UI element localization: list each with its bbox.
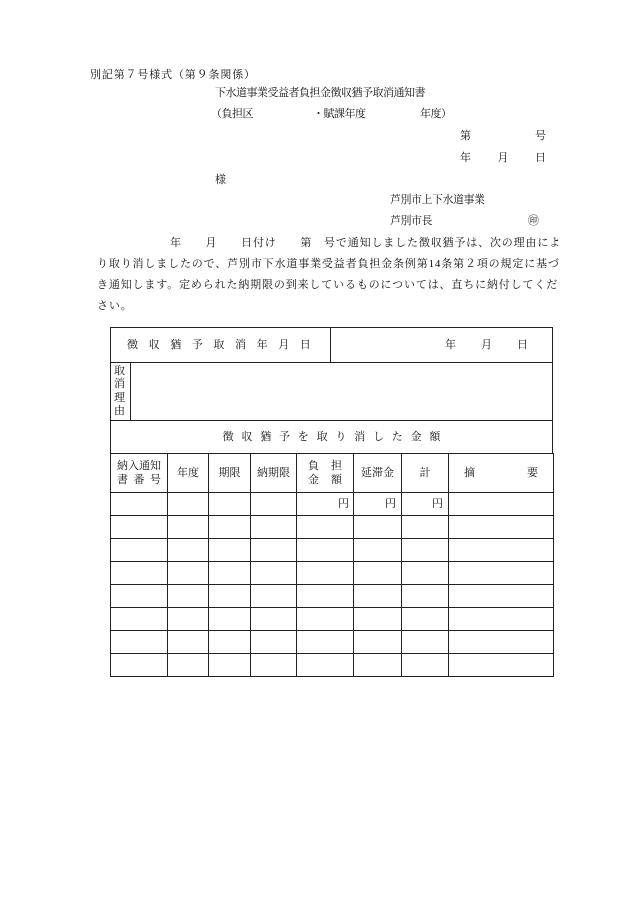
- cell-period: [209, 585, 251, 608]
- amount-section-label: 徴収猶予を取り消した金額: [222, 431, 449, 443]
- cell-remarks: [449, 585, 554, 608]
- document-number: 第 号: [460, 130, 548, 142]
- cell-fiscal-year: [168, 608, 209, 631]
- col-notice-number-line2-wrap: [111, 473, 167, 487]
- cell-notice-number: [111, 608, 168, 631]
- cell-burden-amount: [297, 585, 354, 608]
- cell-remarks: [449, 631, 554, 654]
- cell-late-fee: [354, 493, 402, 516]
- cell-fiscal-year: [168, 493, 209, 516]
- issuer-organization: 芦別市上下水道事業: [390, 194, 485, 206]
- cell-total: [402, 631, 449, 654]
- cancel-reason-label: 取消理由: [114, 365, 125, 417]
- cell-remarks: [449, 493, 554, 516]
- table-row: [111, 516, 554, 539]
- table-row: [111, 585, 554, 608]
- cell-late-fee: [354, 539, 402, 562]
- cancel-reason-field: [131, 363, 552, 420]
- cell-late-fee: [354, 585, 402, 608]
- cell-burden-amount: [297, 654, 354, 677]
- col-fiscal-year: [168, 454, 209, 493]
- col-notice-number-line1: 納入通知: [117, 460, 161, 472]
- body-line-4: さい。: [97, 300, 133, 312]
- cancel-date-label: 徴収猶予取消年月日: [111, 328, 331, 362]
- cell-fiscal-year: [168, 585, 209, 608]
- cell-total: [402, 493, 449, 516]
- cell-notice-number: [111, 631, 168, 654]
- body-line-3: き通知します。定められた納期限の到来しているものについては、直ちに納付してくだ: [97, 279, 559, 291]
- col-total: [402, 454, 449, 493]
- col-period-label: 期限: [218, 467, 241, 479]
- col-late-fee-label: 延滞金: [361, 467, 394, 479]
- cell-total: [402, 539, 449, 562]
- cell-due-date: [251, 516, 297, 539]
- cell-total: [402, 654, 449, 677]
- cell-period: [209, 631, 251, 654]
- cancel-reason-row: [111, 363, 552, 421]
- body-line-1: 年 月 日付け 第 号で通知しました徴収猶予は、次の理由によ: [170, 237, 562, 249]
- col-burden-amount-line2-wrap: [297, 473, 353, 487]
- col-burden-amount-line2: 金額: [308, 474, 354, 486]
- form-reference: 別記第７号様式（第９条関係）: [90, 69, 256, 81]
- cell-notice-number: [111, 539, 168, 562]
- cell-late-fee: [354, 516, 402, 539]
- col-burden-amount: [297, 454, 354, 493]
- col-due-date-label: 納期限: [257, 467, 290, 479]
- col-fiscal-year-label: 年度: [177, 467, 199, 479]
- document-date: 年 月 日: [460, 152, 548, 164]
- cell-burden-amount: [297, 539, 354, 562]
- col-remarks-label: 摘要: [464, 467, 590, 479]
- cell-due-date: [251, 493, 297, 516]
- addressee-honorific: 様: [215, 174, 226, 186]
- cancel-date-value: 年 月 日: [445, 339, 529, 351]
- yen-unit: 円: [432, 498, 443, 510]
- cell-remarks: [449, 654, 554, 677]
- col-total-label: 計: [419, 467, 431, 479]
- cell-notice-number: [111, 493, 168, 516]
- col-due-date: [251, 454, 297, 493]
- cell-fiscal-year: [168, 654, 209, 677]
- table-row: [111, 493, 554, 516]
- cell-burden-amount: [297, 631, 354, 654]
- cell-due-date: [251, 539, 297, 562]
- district-label: （負担区: [211, 108, 253, 120]
- cell-period: [209, 493, 251, 516]
- yen-unit: 円: [385, 498, 396, 510]
- cell-burden-amount: [297, 562, 354, 585]
- cell-due-date: [251, 631, 297, 654]
- col-period: [209, 454, 251, 493]
- cell-burden-amount: [297, 493, 354, 516]
- cell-due-date: [251, 585, 297, 608]
- body-line-2: り取り消しましたので、芦別市下水道事業受益者負担金条例第14条第２項の規定に基づ: [97, 258, 560, 270]
- seal-mark: ㊞: [528, 215, 539, 227]
- cancel-date-row: [111, 328, 552, 363]
- table-row: [111, 539, 554, 562]
- table-row: [111, 608, 554, 631]
- cell-period: [209, 516, 251, 539]
- cell-notice-number: [111, 562, 168, 585]
- cell-late-fee: [354, 562, 402, 585]
- cell-period: [209, 539, 251, 562]
- yen-unit: 円: [338, 498, 349, 510]
- cell-late-fee: [354, 654, 402, 677]
- cell-due-date: [251, 562, 297, 585]
- cancel-info-block: [110, 327, 553, 453]
- fiscal-year-suffix: 年度）: [420, 108, 452, 120]
- cell-total: [402, 516, 449, 539]
- cell-due-date: [251, 608, 297, 631]
- cell-total: [402, 562, 449, 585]
- cell-period: [209, 562, 251, 585]
- cell-burden-amount: [297, 516, 354, 539]
- cell-fiscal-year: [168, 516, 209, 539]
- document-title: 下水道事業受益者負担金徴収猶予取消通知書: [215, 87, 425, 99]
- col-late-fee: [354, 454, 402, 493]
- cell-total: [402, 585, 449, 608]
- col-notice-number: [111, 454, 168, 493]
- cell-notice-number: [111, 516, 168, 539]
- cell-fiscal-year: [168, 631, 209, 654]
- cell-remarks: [449, 539, 554, 562]
- cell-period: [209, 608, 251, 631]
- cell-due-date: [251, 654, 297, 677]
- cell-remarks: [449, 608, 554, 631]
- cell-late-fee: [354, 608, 402, 631]
- table-row: [111, 654, 554, 677]
- col-notice-number-line2: 書番号: [117, 474, 167, 486]
- col-burden-amount-line1: 負担: [308, 460, 354, 472]
- table-row: [111, 631, 554, 654]
- cell-total: [402, 608, 449, 631]
- cell-fiscal-year: [168, 539, 209, 562]
- amount-table: [110, 453, 590, 677]
- issuer-official: 芦別市長: [390, 215, 432, 227]
- cell-notice-number: [111, 585, 168, 608]
- cell-period: [209, 654, 251, 677]
- cell-burden-amount: [297, 608, 354, 631]
- col-remarks: [449, 454, 590, 493]
- table-row: [111, 562, 554, 585]
- cancel-reason-label-cell: [111, 363, 131, 420]
- cell-remarks: [449, 516, 554, 539]
- table-header-row: [111, 454, 554, 493]
- cell-fiscal-year: [168, 562, 209, 585]
- cell-remarks: [449, 562, 554, 585]
- col-burden-amount-line1-wrap: [297, 459, 353, 473]
- assessment-year-label: ・賦課年度: [313, 108, 366, 120]
- amount-section-row: [111, 421, 552, 453]
- cell-notice-number: [111, 654, 168, 677]
- cell-late-fee: [354, 631, 402, 654]
